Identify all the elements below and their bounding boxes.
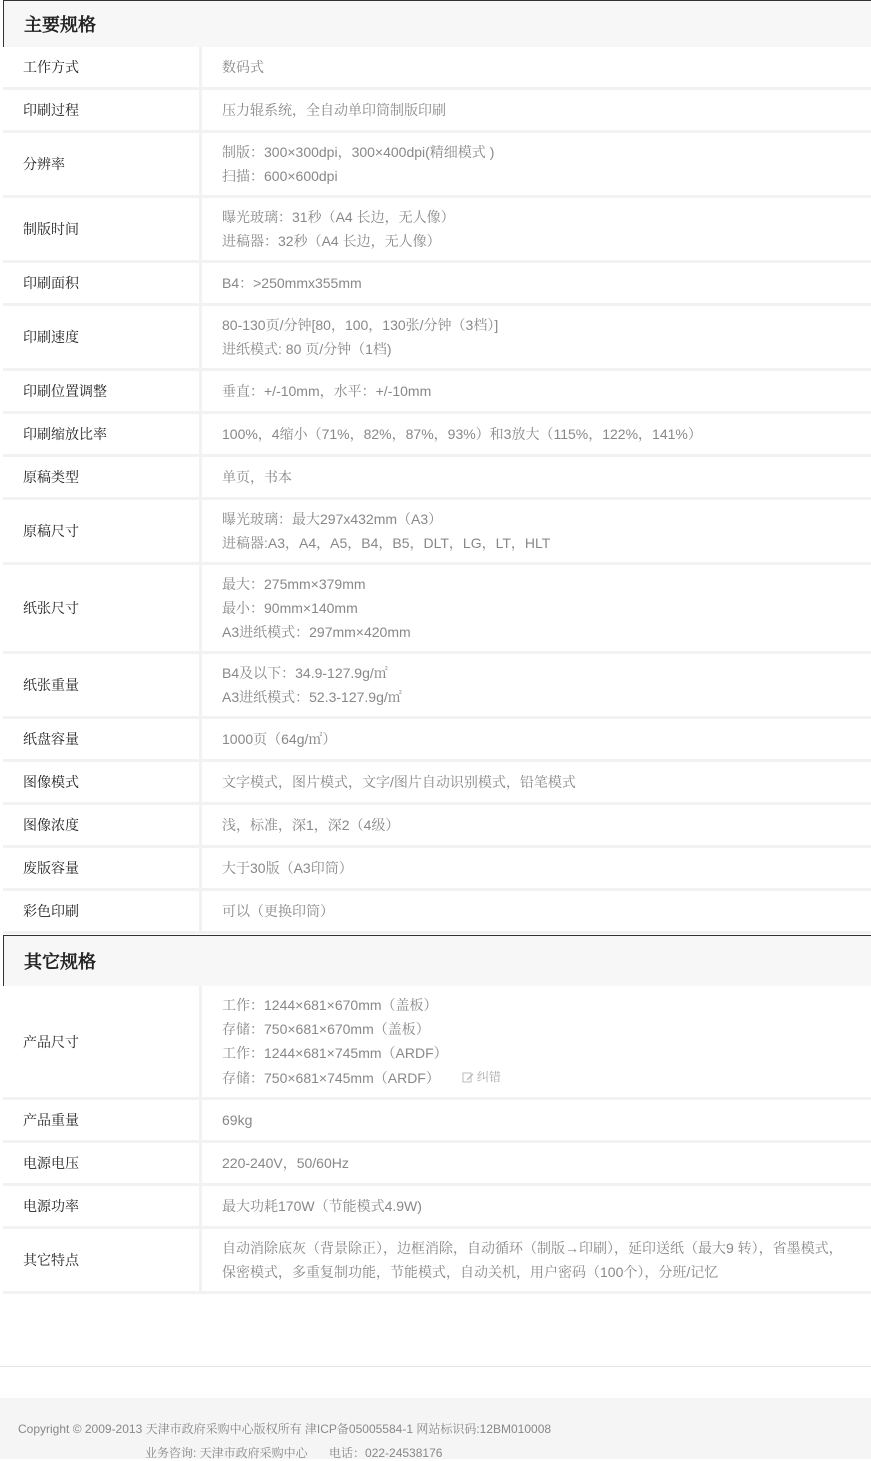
spec-value-line [222,337,851,361]
spec-value [202,565,871,651]
spec-value-line [222,465,851,489]
spec-value [202,719,871,759]
spec-value [202,133,871,195]
correction-label[interactable]: 纠错 [476,1070,501,1084]
spec-value-text: 存储：750×681×745mm（ARDF） [222,1070,440,1086]
spec-value-text: 扫描：600×600dpi [222,168,338,184]
spec-value [202,263,871,303]
footer-divider [0,1366,871,1367]
spec-value [202,654,871,716]
spec-value-line [222,727,851,751]
spec-row [3,90,871,133]
spec-row [3,371,871,414]
spec-label: 产品重量 [3,1100,202,1140]
spec-value-text: 进稿器:A3，A4，A5，B4，B5，DLT，LG，LT，HLT [222,535,551,551]
spec-value-text: B4及以下：34.9-127.9g/㎡ [222,665,388,681]
spec-value-line [222,55,851,79]
spec-value [202,198,871,260]
spec-row [3,719,871,762]
spec-value-text: 最小：90mm×140mm [222,600,358,616]
spec-label: 其它特点 [3,1229,202,1291]
spec-value [202,457,871,497]
spec-value [202,500,871,562]
spec-value-text: 文字模式，图片模式，文字/图片自动识别模式，铅笔模式 [222,774,576,790]
spec-label: 纸张尺寸 [3,565,202,651]
spec-value-line [222,313,851,337]
spec-value [202,306,871,368]
spec-value-text: 进纸模式: 80 页/分钟（1档) [222,341,392,357]
spec-label: 分辨率 [3,133,202,195]
spec-value-text: 220-240V，50/60Hz [222,1155,349,1171]
spec-value-line [222,620,851,644]
spec-value-text: 单页，书本 [222,469,292,485]
spec-value [202,986,871,1097]
footer-consult: 业务咨询: 天津市政府采购中心 [145,1446,308,1460]
spec-row [3,1229,871,1294]
main-specs-title: 主要规格 [24,15,96,35]
spec-label: 电源电压 [3,1143,202,1183]
correction-link[interactable] [462,1065,501,1089]
spec-row [3,1100,871,1143]
spec-row [3,1186,871,1229]
spec-value-line [222,98,851,122]
spec-label: 纸张重量 [3,654,202,716]
spec-label: 印刷位置调整 [3,371,202,411]
footer-contact [145,1444,442,1461]
spec-value-text: 80-130页/分钟[80，100，130张/分钟（3档）] [222,317,499,333]
spec-value-text: 数码式 [222,59,264,75]
main-specs-header [3,0,871,47]
spec-value-line [222,507,851,531]
spec-value-text: 压力辊系统，全自动单印筒制版印刷 [222,102,446,118]
spec-value-text: 曝光玻璃：31秒（A4 长边，无人像） [222,209,455,225]
footer [0,1398,871,1459]
spec-row [3,133,871,198]
spec-value-line [222,140,851,164]
spec-value [202,805,871,845]
spec-label: 印刷速度 [3,306,202,368]
spec-row [3,805,871,848]
spec-value-line [222,271,851,295]
spec-row [3,457,871,500]
spec-value-line [222,1151,851,1175]
spec-label: 印刷过程 [3,90,202,130]
spec-value-line [222,229,851,253]
spec-value [202,1186,871,1226]
spec-value-line [222,572,851,596]
spec-row [3,986,871,1100]
spec-label: 产品尺寸 [3,986,202,1097]
spec-value-text: 大于30版（A3印筒） [222,860,353,876]
spec-row [3,654,871,719]
spec-value-text: 工作：1244×681×670mm（盖板） [222,997,438,1013]
spec-value-line [222,993,851,1017]
spec-value [202,762,871,802]
spec-value-text: 最大功耗170W（节能模式4.9W) [222,1198,422,1214]
spec-value-text: 69kg [222,1112,253,1128]
spec-value-text: 曝光玻璃：最大297x432mm（A3） [222,511,443,527]
spec-value-line [222,1041,851,1065]
spec-label: 制版时间 [3,198,202,260]
spec-value-line [222,1108,851,1132]
spec-row [3,198,871,263]
spec-label: 原稿尺寸 [3,500,202,562]
spec-value-text: 最大：275mm×379mm [222,576,366,592]
spec-value-text: 1000页（64g/㎡） [222,731,337,747]
spec-value-text: A3进纸模式：52.3-127.9g/㎡ [222,689,402,705]
spec-row [3,414,871,457]
spec-value-text: 工作：1244×681×745mm（ARDF） [222,1045,448,1061]
spec-value-line [222,164,851,188]
spec-value-text: 存储：750×681×670mm（盖板） [222,1021,430,1037]
spec-value-text: 制版：300×300dpi，300×400dpi(精细模式 ) [222,144,495,160]
spec-value-line [222,379,851,403]
spec-value [202,371,871,411]
spec-label: 印刷缩放比率 [3,414,202,454]
spec-value-text: A3进纸模式：297mm×420mm [222,624,411,640]
spec-label: 彩色印刷 [3,891,202,931]
spec-value-line [222,899,851,923]
spec-value-line [222,1194,851,1218]
other-specs-header [3,935,871,986]
spec-value-text: 垂直：+/-10mm，水平：+/-10mm [222,383,432,399]
spec-value [202,1143,871,1183]
spec-row [3,891,871,934]
spec-value [202,1229,871,1291]
spec-value-line [222,1017,851,1041]
spec-label: 废版容量 [3,848,202,888]
spec-value-line [222,205,851,229]
other-specs-title: 其它规格 [24,952,96,972]
spec-value-line [222,1065,851,1090]
spec-value-line [222,813,851,837]
footer-copyright: Copyright © 2009-2013 天津市政府采购中心版权所有 津ICP备05005584-1 网站标识码:12BM010008 [18,1422,552,1436]
spec-row [3,500,871,565]
spec-label: 图像模式 [3,762,202,802]
spec-value [202,891,871,931]
spec-value-text: 可以（更换印筒） [222,903,334,919]
spec-value [202,1100,871,1140]
spec-value-line [222,856,851,880]
spec-label: 图像浓度 [3,805,202,845]
spec-value [202,414,871,454]
spec-label: 工作方式 [3,47,202,87]
spec-label: 纸盘容量 [3,719,202,759]
spec-value-text: 自动消除底灰（背景除正），边框消除，自动循环（制版→印刷），延印送纸（最大9 转），省墨模式，保密模式，多重复制功能，节能模式，自动关机，用户密码（100个），分班/记忆 [222,1240,843,1280]
spec-value-line [222,685,851,709]
spec-label: 印刷面积 [3,263,202,303]
spec-value-text: 浅，标准，深1，深2（4级） [222,817,400,833]
spec-value [202,90,871,130]
spec-row [3,848,871,891]
other-specs-table [3,986,871,1294]
spec-value [202,47,871,87]
spec-value [202,848,871,888]
spec-value-text: B4：>250mmx355mm [222,275,362,291]
spec-value-text: 进稿器：32秒（A4 长边，无人像） [222,233,441,249]
spec-value-line [222,596,851,620]
spec-label: 电源功率 [3,1186,202,1226]
spec-row [3,263,871,306]
spec-value-line [222,422,851,446]
main-specs-table [3,47,871,934]
spec-row [3,762,871,805]
spec-row [3,565,871,654]
spec-value-line [222,770,851,794]
spec-value-line [222,531,851,555]
spec-row [3,1143,871,1186]
spec-label: 原稿类型 [3,457,202,497]
footer-phone: 电话：022-24538176 [329,1446,443,1460]
spec-row [3,47,871,90]
spec-value-text: 100%，4缩小（71%，82%，87%，93%）和3放大（115%，122%，141%） [222,426,702,442]
edit-icon [462,1071,474,1083]
spec-value-line [222,1236,851,1284]
spec-value-line [222,661,851,685]
spec-row [3,306,871,371]
